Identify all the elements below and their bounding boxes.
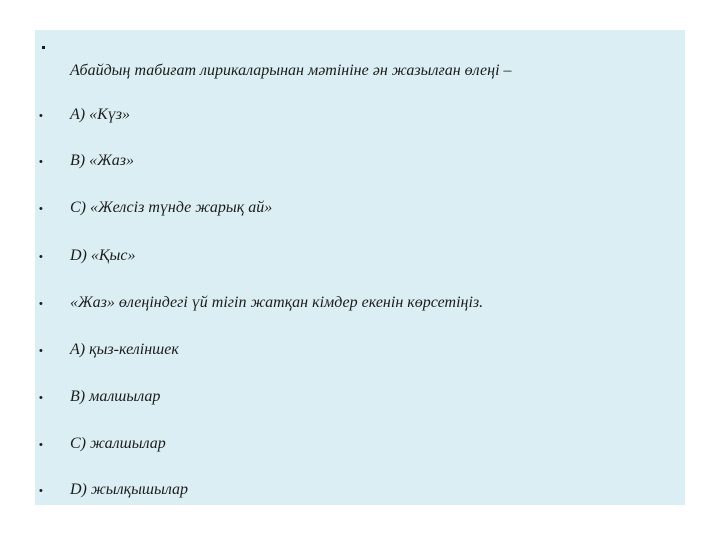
question-2-option-a	[35, 339, 685, 363]
bullet-icon: •	[39, 345, 43, 357]
bullet-icon: •	[39, 298, 43, 310]
question-1-option-d	[35, 245, 685, 269]
bullet-icon: •	[39, 251, 43, 263]
question-1-option-c	[35, 197, 685, 221]
question-2-text: «Жаз» өлеңіндегі үй тігіп жатқан кімдер екенін көрсетіңіз.	[70, 294, 484, 311]
question-2-option-d	[35, 479, 685, 503]
question-1-option-b	[35, 150, 685, 174]
bullet-icon: •	[39, 392, 43, 404]
option-text: А) қыз-келіншек	[70, 341, 179, 358]
option-text: В) «Жаз»	[70, 152, 134, 169]
option-text: D) жылқышылар	[70, 481, 188, 498]
bullet-icon: •	[39, 156, 43, 168]
option-text: С) «Желсіз түнде жарық ай»	[70, 199, 273, 216]
option-text: D) «Қыс»	[70, 247, 136, 264]
list-item-empty	[35, 38, 685, 62]
bullet-icon: •	[39, 110, 43, 122]
square-bullet-icon	[42, 46, 45, 49]
question-2-option-c	[35, 433, 685, 457]
bullet-icon: •	[39, 485, 43, 497]
question-2-option-b	[35, 386, 685, 410]
question-2-item	[35, 292, 685, 316]
question-1-item	[35, 60, 685, 84]
question-1-option-a	[35, 104, 685, 128]
question-1-text: Абайдың табиғат лирикаларынан мәтініне ән жазылған өлеңі –	[70, 62, 512, 79]
option-text: В) малшылар	[70, 388, 161, 405]
option-text: А) «Күз»	[70, 106, 130, 123]
option-text: С) жалшылар	[70, 435, 166, 452]
slide-content	[35, 30, 685, 505]
bullet-icon: •	[39, 203, 43, 215]
bullet-icon: •	[39, 439, 43, 451]
